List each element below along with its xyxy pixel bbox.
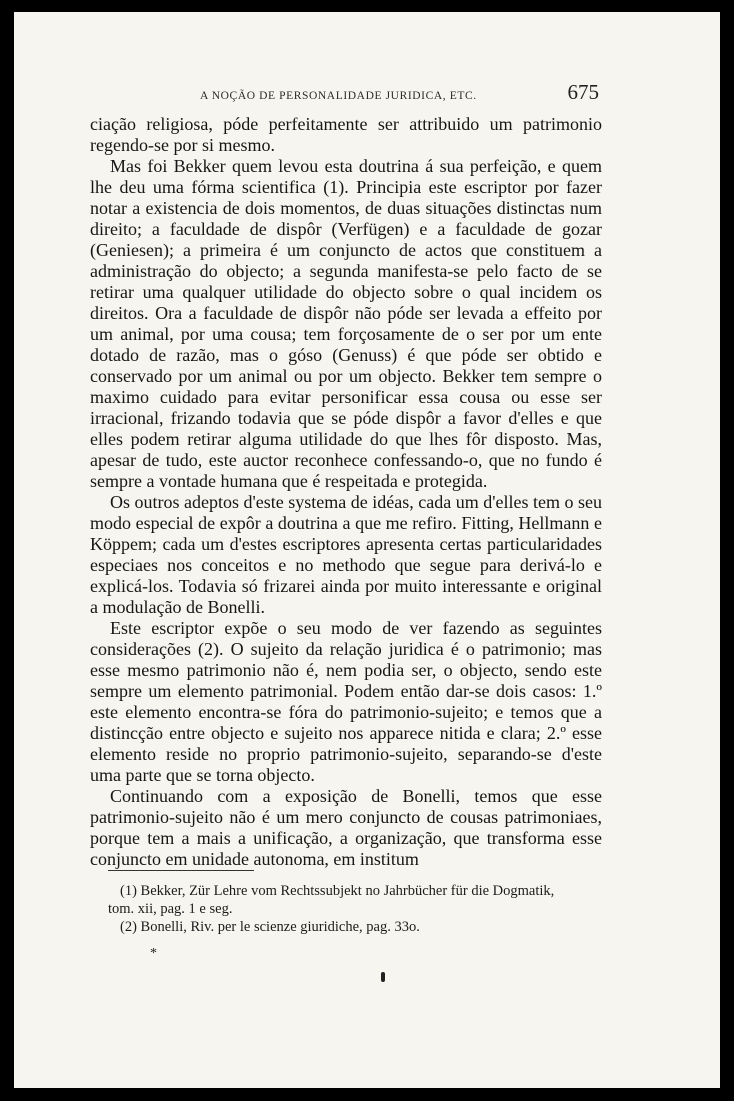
paragraph-other-adepts: Os outros adeptos d'este systema de idéas, cada um d'elles tem o seu modo especial de expôr a doutrina a que me refiro. Fitting, Hellmann e Köppem; cada um d'estes escriptores apresenta certas particularidades especiaes nos conceitos e no methodo que segue para derivá-lo e explicá-los. Todavia só frizarei ainda por muito interessante e original a modulação de Bonelli.	[90, 492, 602, 617]
paragraph-bekker: Mas foi Bekker quem levou esta doutrina á sua perfeição, e quem lhe deu uma fórma scientifica (1). Principia este escriptor por fazer notar a existencia de dois momentos, de duas situações distinctas num direito; a faculdade de dispôr (Verfügen) e a faculdade de gozar (Geniesen); a primeira é um conjuncto de actos que constituem a administração do objecto; a segunda manifesta-se pelo facto de se retirar uma qualquer utilidade do objecto sobre o qual incidem os direitos. Ora a faculdade de dispôr não póde ser levada a effeito por um animal, por uma cousa; tem forçosamente de o ser por um ente dotado de razão, mas o góso (Genuss) é que póde ser obtido e conservado por um animal ou por um objecto. Bekker tem sempre o maximo cuidado para evitar personificar essa cousa ou esse ser irracional, frizando todavia que se póde dispôr a favor d'elles e que elles podem retirar alguma utilidade do que lhes fôr disposto. Mas, apesar de tudo, este auctor reconhece confessando-o, que no fundo é sempre a vontade humana que é respeitada e protegida.	[90, 156, 602, 491]
running-title: A NOÇÃO DE PERSONALIDADE JURIDICA, ETC.	[200, 90, 477, 102]
page-header	[88, 76, 603, 106]
body-text	[90, 114, 602, 870]
paragraph-continuing: Continuando com a exposição de Bonelli, temos que esse patrimonio-sujeito não é um mero conjuncto de cousas patrimoniaes, porque tem a mais a unificação, a organização, que transforma esse conjuncto em unidade autonoma, em institum	[90, 786, 602, 869]
footnote-1: (1) Bekker, Zür Lehre vom Rechtssubjekt no Jahrbücher für die Dogmatik, tom. xii, pag. 1 e seg.	[108, 883, 555, 917]
footnotes	[108, 882, 584, 936]
asterisk-marker: *	[150, 946, 157, 961]
paragraph-continuation: ciação religiosa, póde perfeitamente ser attribuido um patrimonio regendo-se por si mesmo.	[90, 114, 602, 155]
page-number: 675	[567, 80, 599, 104]
footnote-rule	[108, 870, 254, 871]
paragraph-bonelli: Este escriptor expõe o seu modo de ver fazendo as seguintes considerações (2). O sujeito da relação juridica é o patrimonio; mas esse mesmo patrimonio não é, nem podia ser, o objecto, sendo este sempre um elemento patrimonial. Podem então dar-se dois casos: 1.º este elemento encontra-se fóra do patrimonio-sujeito; e temos que a distincção entre objecto e sujeito nos apparece nitida e clara; 2.º esse elemento reside no proprio patrimonio-sujeito, separando-se d'este uma parte que se torna objecto.	[90, 618, 602, 785]
footnote-2: (2) Bonelli, Riv. per le scienze giuridiche, pag. 33o.	[120, 919, 420, 935]
ink-speck	[381, 972, 385, 982]
